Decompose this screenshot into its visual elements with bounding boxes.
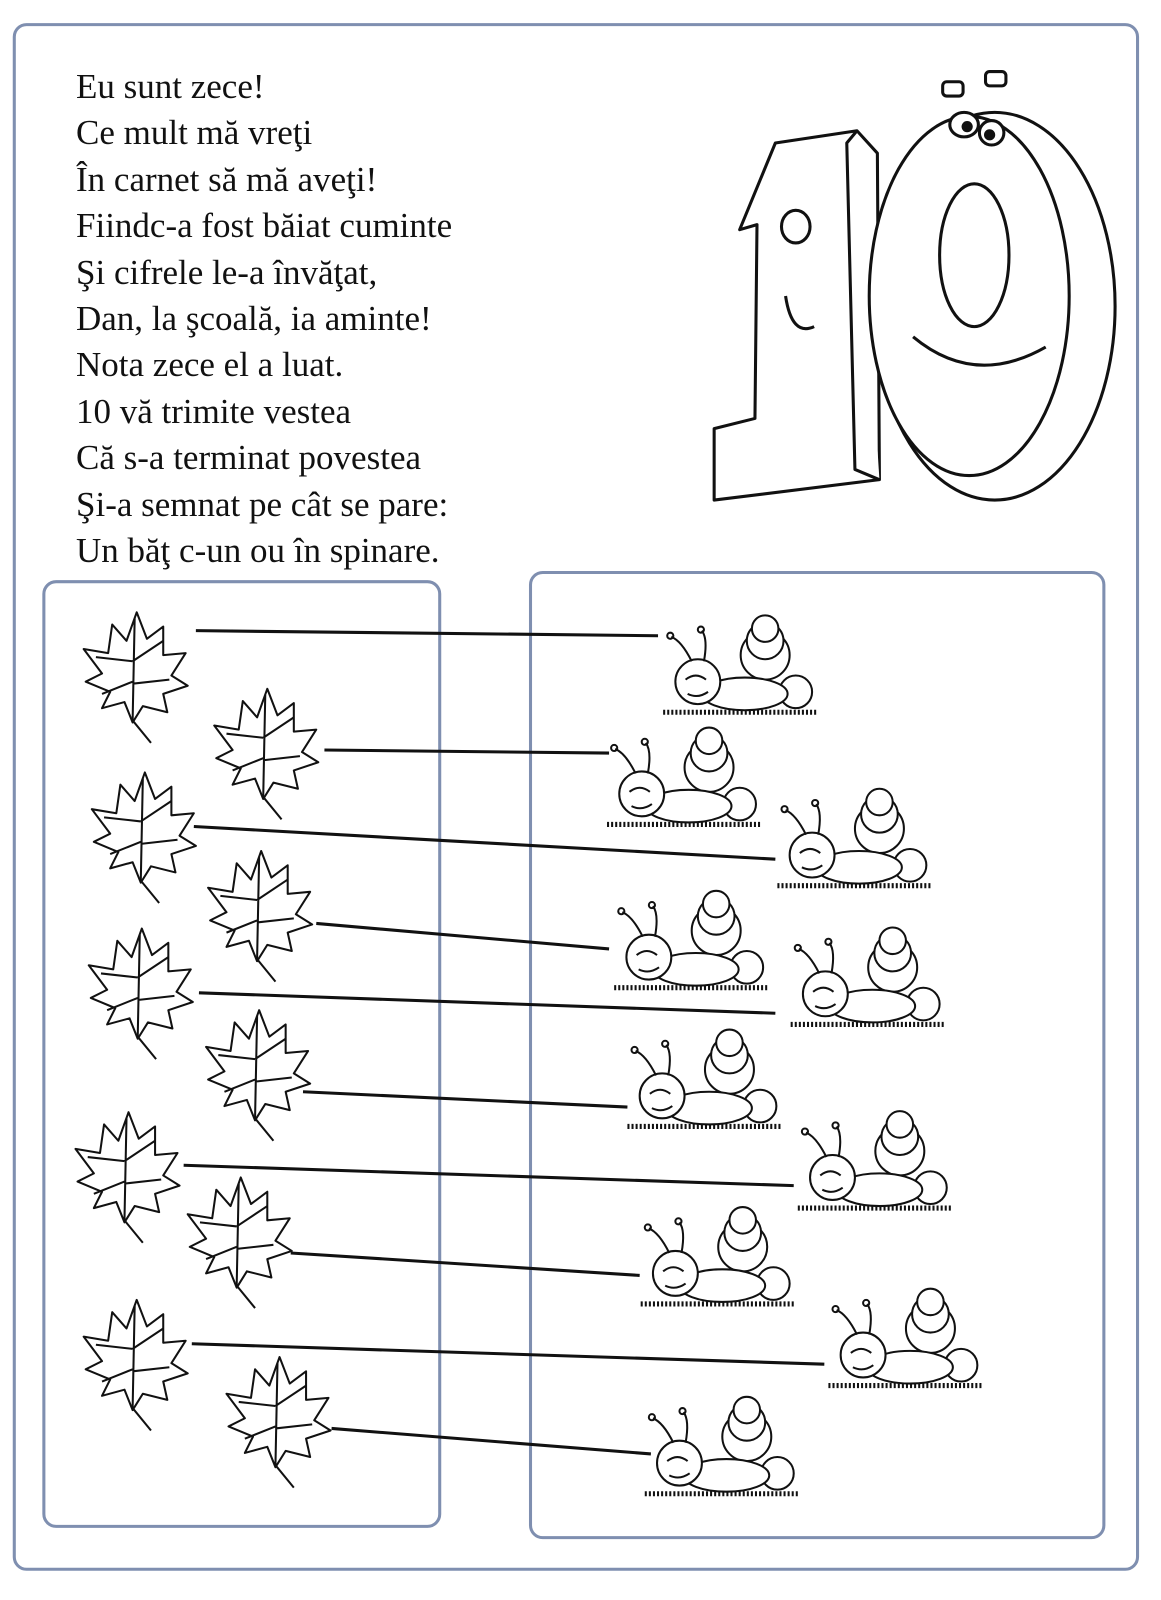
caterpillar-icon [791,928,944,1025]
caterpillar-icon [663,615,816,712]
caterpillar-icon [627,1030,780,1127]
poem-line: Nota zece el a luat. [76,345,344,385]
caterpillars-box [531,572,1104,1537]
leaf-icon [188,1177,292,1308]
caterpillar-icon [798,1111,951,1208]
match-line [324,750,609,753]
match-line [316,923,609,949]
match-line [199,993,775,1013]
number-ten-illustration [714,72,1115,500]
leaf-icon [214,689,318,820]
match-line [332,1428,651,1454]
poem-line: Eu sunt zece! [76,67,265,106]
poem-line: Că s-a terminat povestea [76,438,422,478]
poem-line: Şi-a semnat pe cât se pare: [76,484,449,524]
poem-line: În carnet să mă aveţi! [76,159,378,199]
poem-line: Un băţ c-un ou în spinare. [76,531,440,571]
caterpillar-icon [614,891,767,988]
caterpillar-icon [828,1289,981,1386]
match-line [291,1253,640,1275]
poem-line: Fiindc-a fost băiat cuminte [76,206,453,246]
leaf-icon [206,1010,310,1141]
caterpillar-icon [607,728,760,825]
match-line [192,1344,825,1364]
match-line [184,1165,794,1185]
poem-line: Ce mult mă vreţi [76,113,313,153]
poem-line: Şi cifrele le-a învăţat, [76,252,378,292]
caterpillar-icon [641,1207,794,1304]
leaf-icon [84,1300,188,1431]
leaf-icon [75,1112,179,1243]
leaf-icon [92,772,196,903]
match-line [194,827,776,860]
poem [76,64,452,574]
poem-line: Dan, la şcoală, ia aminte! [76,299,432,339]
leaf-icon [226,1357,330,1488]
caterpillar-icon [645,1397,798,1494]
match-line [196,631,658,636]
match-line [303,1092,627,1107]
leaf-icon [208,851,312,982]
leaf-icon [84,612,188,743]
leaf-icon [89,929,193,1060]
poem-line: 10 vă trimite vestea [76,391,352,431]
leaves-group [75,612,330,1487]
caterpillar-icon [777,789,930,886]
